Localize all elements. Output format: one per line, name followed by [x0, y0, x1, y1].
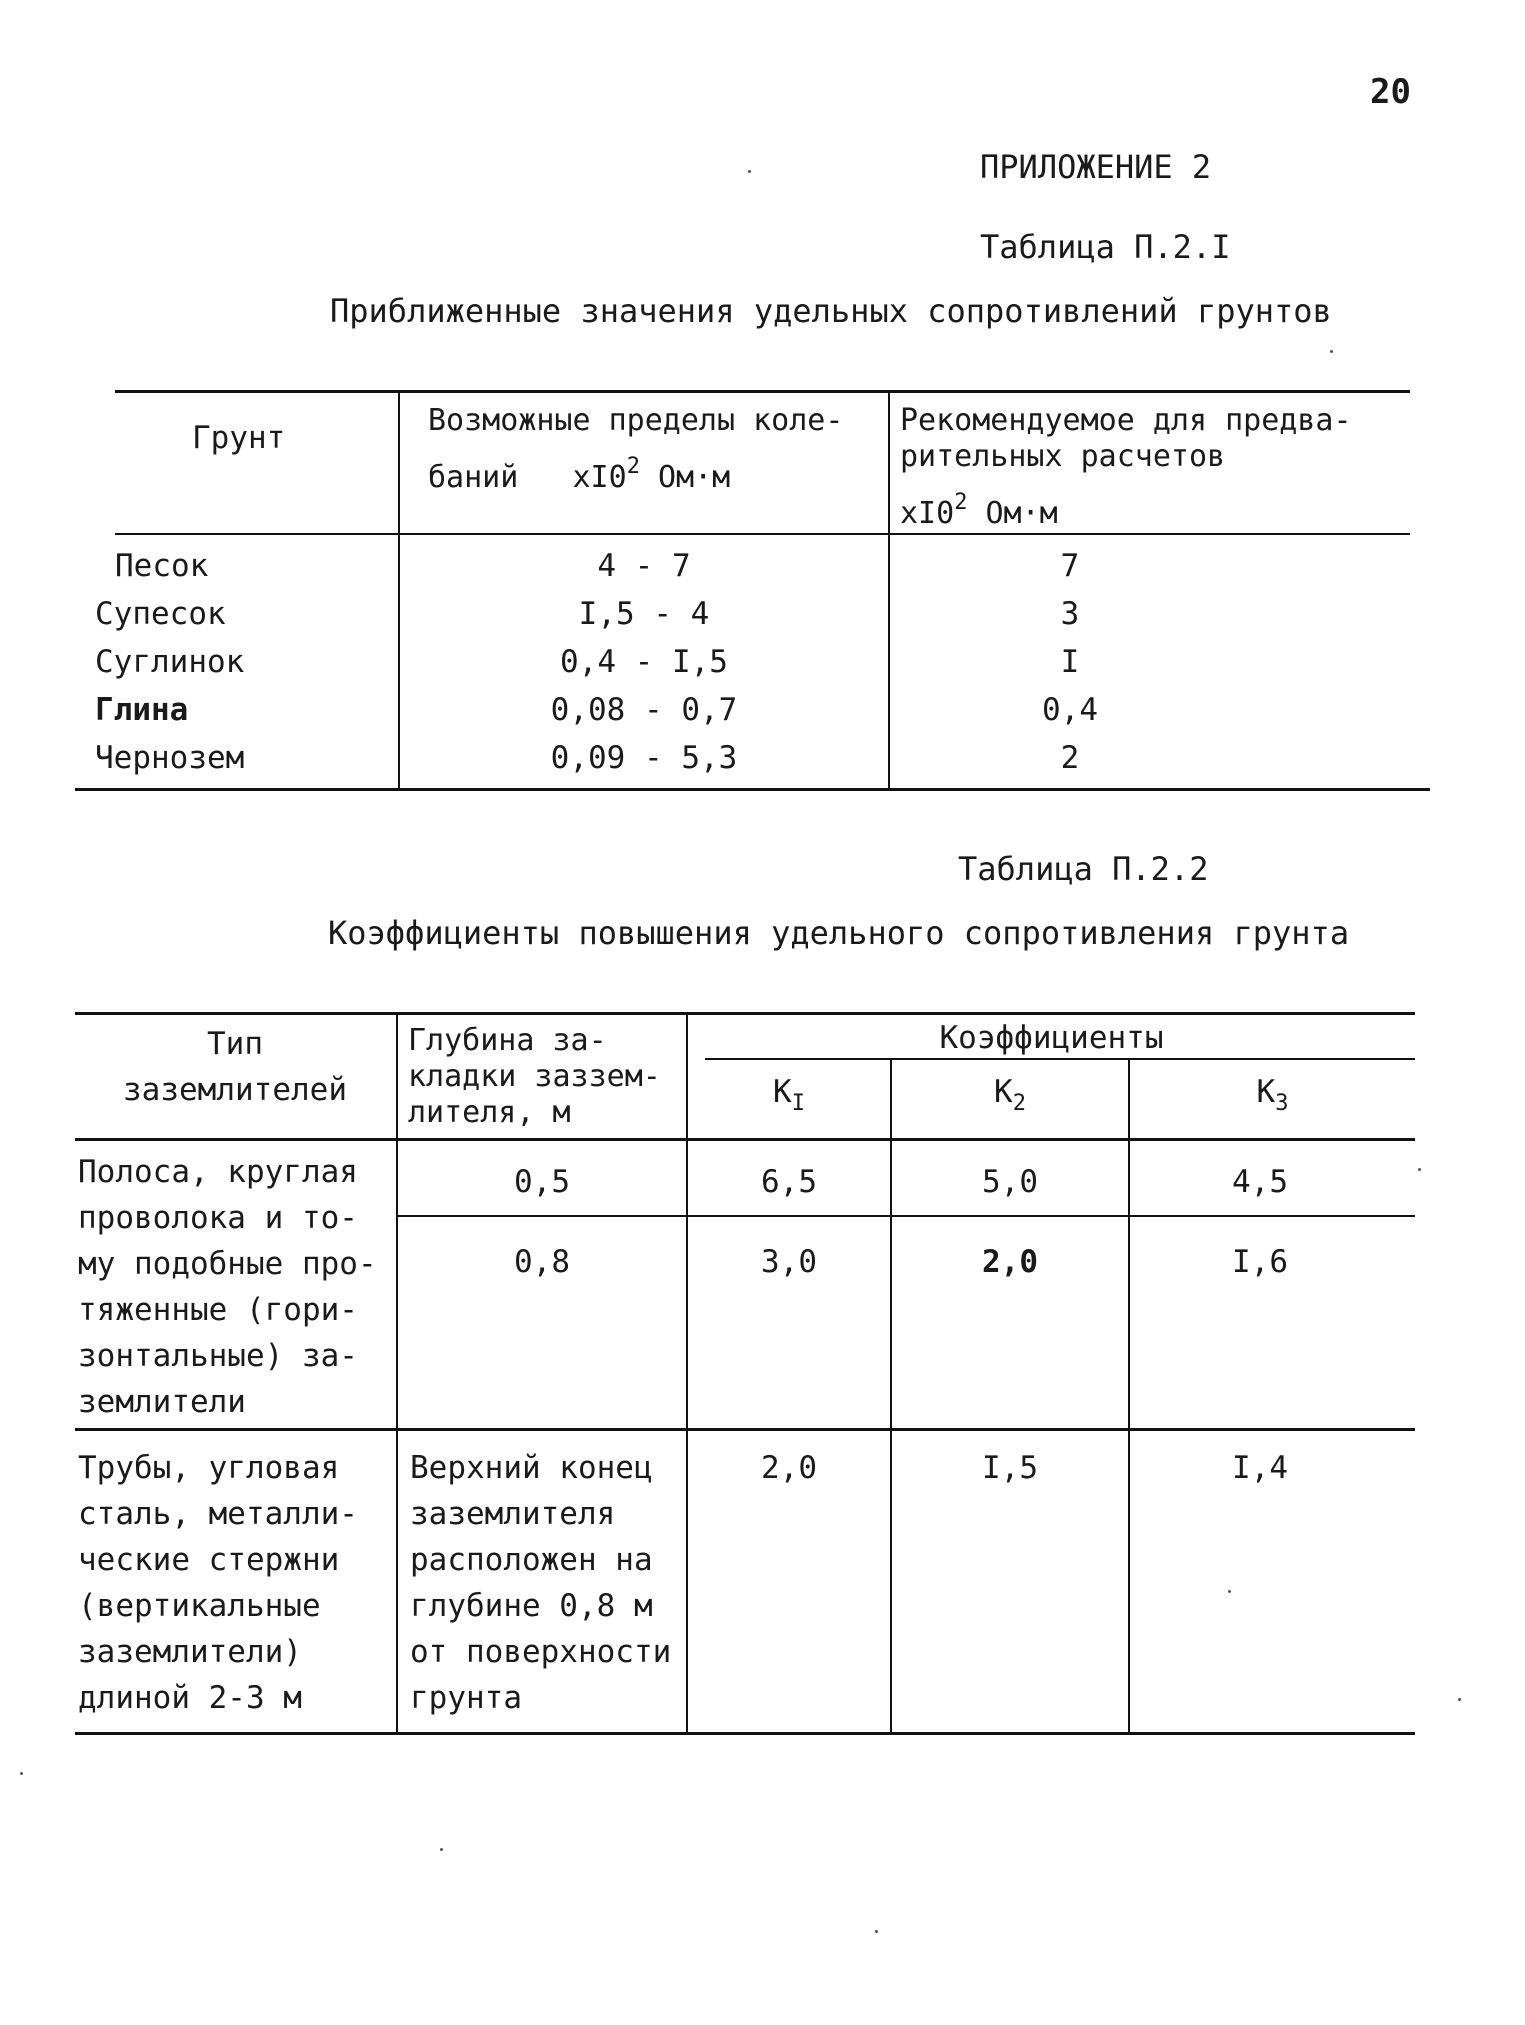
table1-header-recommended-line2: рительных расчетов: [900, 439, 1226, 474]
scan-speck: [1418, 1168, 1421, 1171]
table1-caption: Таблица П.2.I: [980, 228, 1231, 266]
table1-row-recommended: 3: [1060, 596, 1080, 632]
table2-depth: 0,8: [514, 1244, 570, 1280]
table2-header-depth-line3: лителя, м: [408, 1095, 571, 1130]
table2-k1: 3,0: [761, 1244, 817, 1280]
table2-header-k3: $K_3$: [1256, 1074, 1289, 1116]
scan-speck: [1458, 1698, 1461, 1701]
table2-depth: 0,5: [514, 1164, 570, 1200]
scan-speck: [20, 1772, 23, 1775]
table2-header-type-line1: Тип: [207, 1026, 263, 1062]
table2-caption: Таблица П.2.2: [958, 850, 1209, 888]
scan-speck: [748, 170, 751, 173]
table1-row-soil: Глина: [95, 692, 189, 728]
table2-header-depth-line1: Глубина за-: [408, 1023, 607, 1058]
appendix-title: ПРИЛОЖЕНИЕ 2: [980, 148, 1212, 186]
table1-row-range: 4 - 7: [597, 548, 691, 584]
table2-header-depth-line2: кладки заззем-: [408, 1059, 661, 1094]
table1-row-recommended: 7: [1060, 548, 1080, 584]
table1-row-soil: Супесок: [95, 596, 226, 632]
table2-k1: 2,0: [761, 1450, 817, 1486]
table1-header-range-line2: баний $xI0^2$ Ом·м: [428, 454, 731, 495]
table1-header-range-line1: Возможные пределы коле-: [428, 403, 844, 438]
table1-row-range: 0,4 - I,5: [560, 644, 728, 680]
table2-k2: I,5: [982, 1450, 1038, 1486]
table1-row-range: 0,08 - 0,7: [550, 692, 738, 728]
table1-title: Приближенные значения удельных сопротивлений грунтов: [330, 292, 1332, 330]
table2-header-k1: $K_I$: [773, 1074, 805, 1116]
scan-speck: [1330, 350, 1333, 353]
table1-header-soil: Грунт: [192, 420, 286, 456]
table2-title: Коэффициенты повышения удельного сопротивления грунта: [328, 914, 1350, 952]
table2-k2: 2,0: [982, 1244, 1038, 1280]
table1-header-recommended-line1: Рекомендуемое для предва-: [900, 403, 1352, 438]
table1-row-soil: Чернозем: [95, 740, 245, 776]
table2-k3: 4,5: [1232, 1164, 1288, 1200]
scan-speck: [875, 1930, 878, 1933]
table2-k3: I,4: [1232, 1450, 1288, 1486]
scan-speck: [440, 1848, 443, 1851]
table2-header-k2: $K_2$: [994, 1074, 1026, 1116]
table1-row-soil: Суглинок: [95, 644, 245, 680]
table1-row-recommended: I: [1060, 644, 1080, 680]
table2-k1: 6,5: [761, 1164, 817, 1200]
scan-speck: [1228, 1590, 1231, 1593]
table1-row-soil: Песок: [115, 548, 209, 584]
table1-row-range: 0,09 - 5,3: [550, 740, 738, 776]
table1-row-recommended: 0,4: [1042, 692, 1098, 728]
table1-row-recommended: 2: [1060, 740, 1080, 776]
table2-header-type-line2: заземлителей: [123, 1072, 347, 1108]
table2-k3: I,6: [1232, 1244, 1288, 1280]
table1-row-range: I,5 - 4: [578, 596, 710, 632]
page-number: 20: [1370, 72, 1411, 112]
table2-header-coefficients: Коэффициенты: [939, 1020, 1164, 1056]
table1-header-recommended-unit: $xI0^2$ Ом·м: [900, 490, 1058, 531]
table2-k2: 5,0: [982, 1164, 1038, 1200]
